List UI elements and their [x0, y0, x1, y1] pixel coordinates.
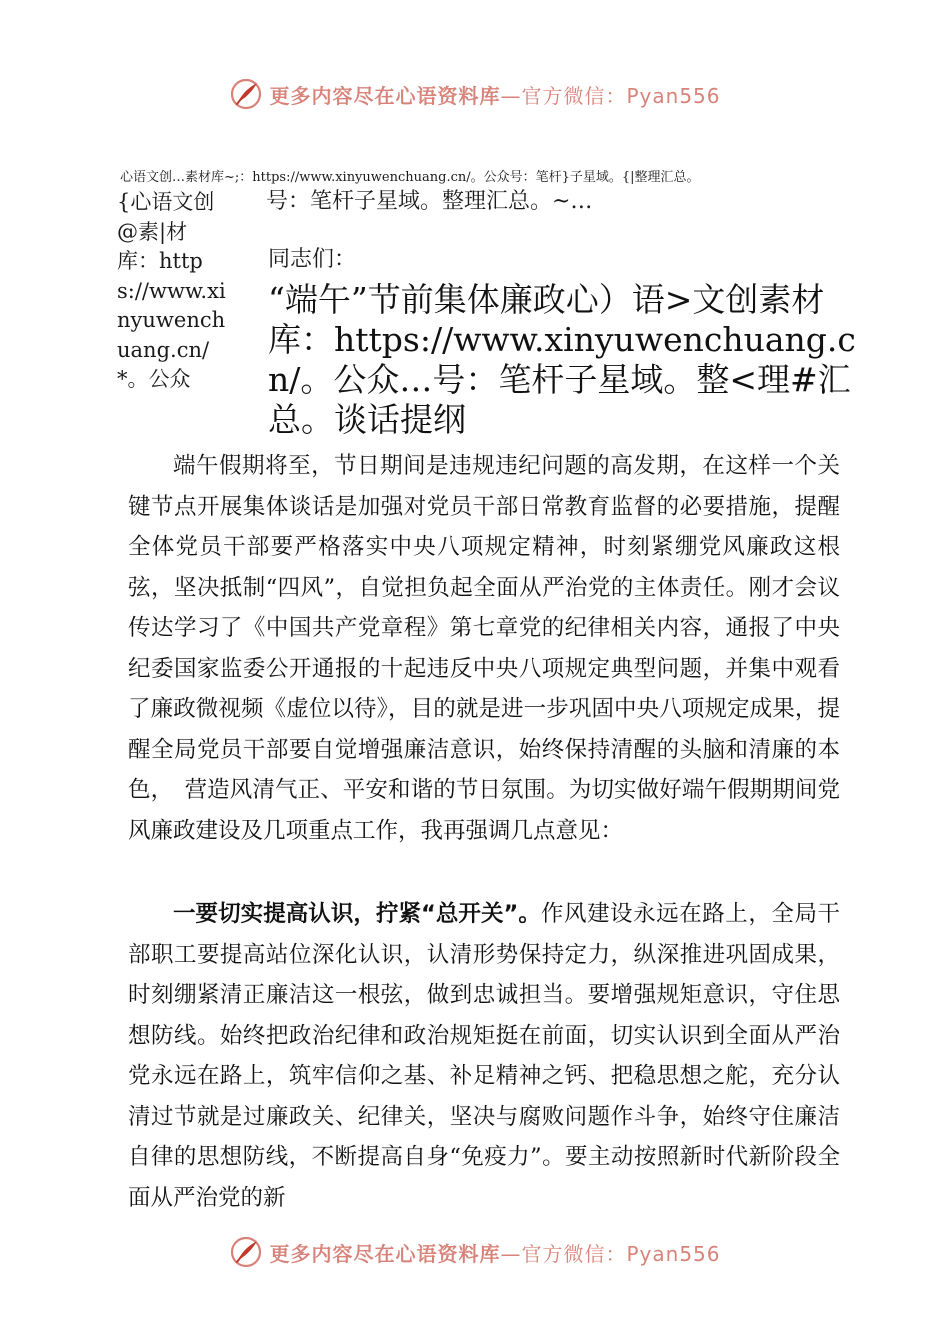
banner-wechat-id: Pyan556: [626, 83, 721, 108]
document-title: “端午”节前集体廉政心）语>文创素材库：https://www.xinyuwenchuang.cn/。公众…号：笔杆子星域。整<理#汇总。谈话提纲: [268, 280, 856, 439]
point-one-body: 作风建设永远在路上，全局干部职工要提高站位深化认识，认清形势保持定力，纵深推进巩固成果，时刻绷紧清正廉洁这一根弦，做到忠诚担当。要增强规矩意识，守住思想防线。始终把政治纪律和政治规矩挺在前面，切实认识到全面从严治党永远在路上，筑牢信仰之基、补足精神之钙、把稳思想之舵，充分认清过节就是过廉政关、纪律关，坚决与腐败问题作斗争，始终守住廉洁自律的思想防线，不断提高自身“免疫力”。要主动按照新时代新阶段全面从严治党的新: [128, 901, 840, 1211]
source-line: 心语文创…素材库~;：https://www.xinyuwenchuang.cn/。公众号：笔杆}子星域。{|整理汇总。: [120, 170, 700, 185]
footer-banner: [0, 1230, 950, 1274]
top-right-text: 号：笔杆子星域。整理汇总。~…: [266, 189, 593, 214]
quill-logo-icon: [229, 1235, 263, 1269]
banner-wechat-label: 官方微信：: [521, 1241, 627, 1266]
banner-separator: —: [500, 83, 522, 108]
banner-text: [269, 1238, 720, 1267]
banner-wechat-id: Pyan556: [626, 1241, 721, 1266]
greeting: 同志们：: [268, 247, 357, 272]
left-column-text: {心语文创@素|材库：https://www.xinyuwenchuang.cn/*。公众: [117, 190, 226, 391]
header-banner: [0, 72, 950, 116]
banner-slogan: 更多内容尽在心语资料库: [269, 83, 501, 108]
paragraph-intro: 端午假期将至，节日期间是违规违纪问题的高发期，在这样一个关键节点开展集体谈话是加强对党员干部日常教育监督的必要措施，提醒全体党员干部要严格落实中央八项规定精神，时刻紧绷党风廉政这根弦，坚决抵制“四风”，自觉担负起全面从严治党的主体责任。刚才会议传达学习了《中国共产党章程》第七章党的纪律相关内容，通报了中央纪委国家监委公开通报的十起违反中央八项规定典型问题，并集中观看了廉政微视频《虚位以待》，目的就是进一步巩固中央八项规定成果，提醒全局党员干部要自觉增强廉洁意识，始终保持清醒的头脑和清廉的本色， 营造风清气正、平安和谐的节日氛围。为切实做好端午假期期间党风廉政建设及几项重点工作，我再强调几点意见：: [128, 453, 840, 844]
banner-wechat-label: 官方微信：: [521, 83, 627, 108]
banner-slogan: 更多内容尽在心语资料库: [269, 1241, 501, 1266]
quill-logo-icon: [229, 77, 263, 111]
point-one-heading: 一要切实提高认识，拧紧“总开关”。: [173, 901, 541, 927]
banner-text: [269, 80, 720, 109]
paragraph-point-one: [128, 894, 840, 1218]
banner-separator: —: [500, 1241, 522, 1266]
